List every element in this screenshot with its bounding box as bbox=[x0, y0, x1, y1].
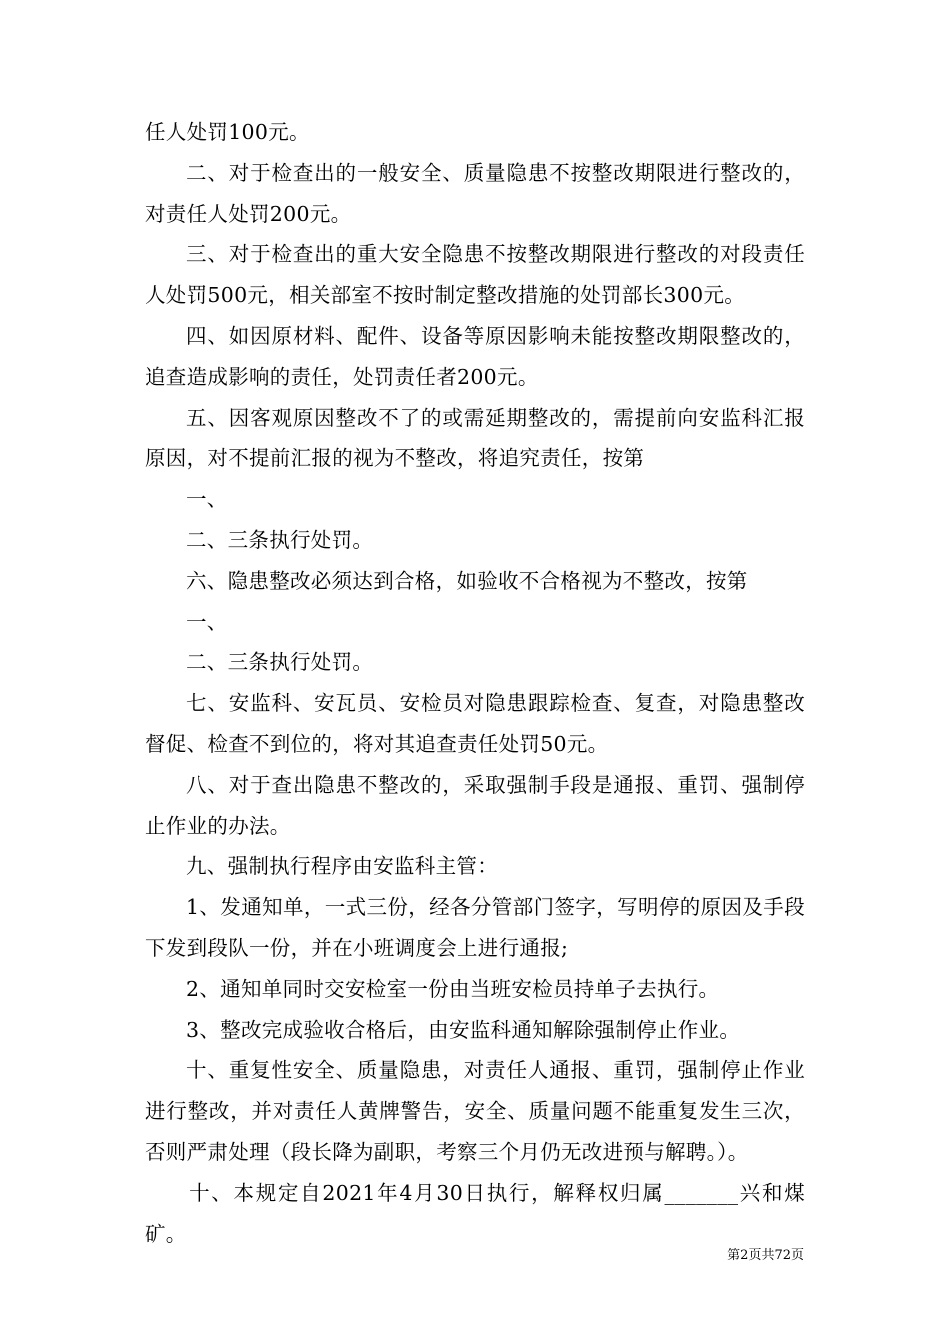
paragraph-step-3: 3、整改完成验收合格后，由安监科通知解除强制停止作业。 bbox=[186, 1017, 741, 1042]
paragraph-clause-9: 九、强制执行程序由安监科主管： bbox=[186, 854, 498, 879]
paragraph-fragment-4: 二、三条执行处罚。 bbox=[186, 650, 374, 675]
paragraph-clause-6: 六、隐患整改必须达到合格，如验收不合格视为不整改，按第 bbox=[186, 568, 748, 593]
paragraph-step-2: 2、通知单同时交安检室一份由当班安检员持单子去执行。 bbox=[186, 976, 720, 1001]
paragraph-fragment-2: 二、三条执行处罚。 bbox=[186, 527, 374, 552]
paragraph-clause-8: 八、对于查出隐患不整改的，采取强制手段是通报、重罚、强制停止作业的办法。 bbox=[145, 772, 805, 838]
paragraph-clause-5: 五、因客观原因整改不了的或需延期整改的，需提前向安监科汇报原因，对不提前汇报的视为不整改，将追究责任，按第 bbox=[145, 405, 805, 471]
paragraph-clause-4: 四、如因原材料、配件、设备等原因影响未能按整改期限整改的，追查造成影响的责任，处罚责任者200元。 bbox=[145, 323, 805, 389]
paragraph-clause-3: 三、对于检查出的重大安全隐患不按整改期限进行整改的对段责任人处罚500元，相关部室不按时制定整改措施的处罚部长300元。 bbox=[145, 242, 805, 308]
paragraph-fragment-3: 一、 bbox=[186, 609, 228, 634]
paragraph-clause-7: 七、安监科、安瓦员、安检员对隐患跟踪检查、复查，对隐患整改督促、检查不到位的，将对其追查责任处罚50元。 bbox=[145, 691, 805, 756]
paragraph-fragment-1: 一、 bbox=[186, 487, 228, 512]
paragraph-clause-10: 十、重复性安全、质量隐患，对责任人通报、重罚，强制停止作业进行整改，并对责任人黄牌警告，安全、质量问题不能重复发生三次，否则严肃处理（段长降为副职，考察三个月仍无改进预与解聘。）。 bbox=[145, 1058, 805, 1164]
document-body bbox=[145, 112, 805, 1254]
paragraph-step-1: 1、发通知单，一式三份，经各分管部门签字，写明停的原因及手段下发到段队一份，并在小班调度会上进行通报; bbox=[145, 895, 805, 960]
page-number-footer: 第2页共72页 bbox=[727, 1248, 804, 1263]
paragraph-clause-10-effective: 十、本规定自2021年4月30日执行，解释权归属_______兴和煤矿。 bbox=[145, 1180, 805, 1246]
paragraph-continuation: 任人处罚100元。 bbox=[145, 120, 310, 144]
paragraph-clause-2: 二、对于检查出的一般安全、质量隐患不按整改期限进行整改的，对责任人处罚200元。 bbox=[145, 160, 805, 226]
